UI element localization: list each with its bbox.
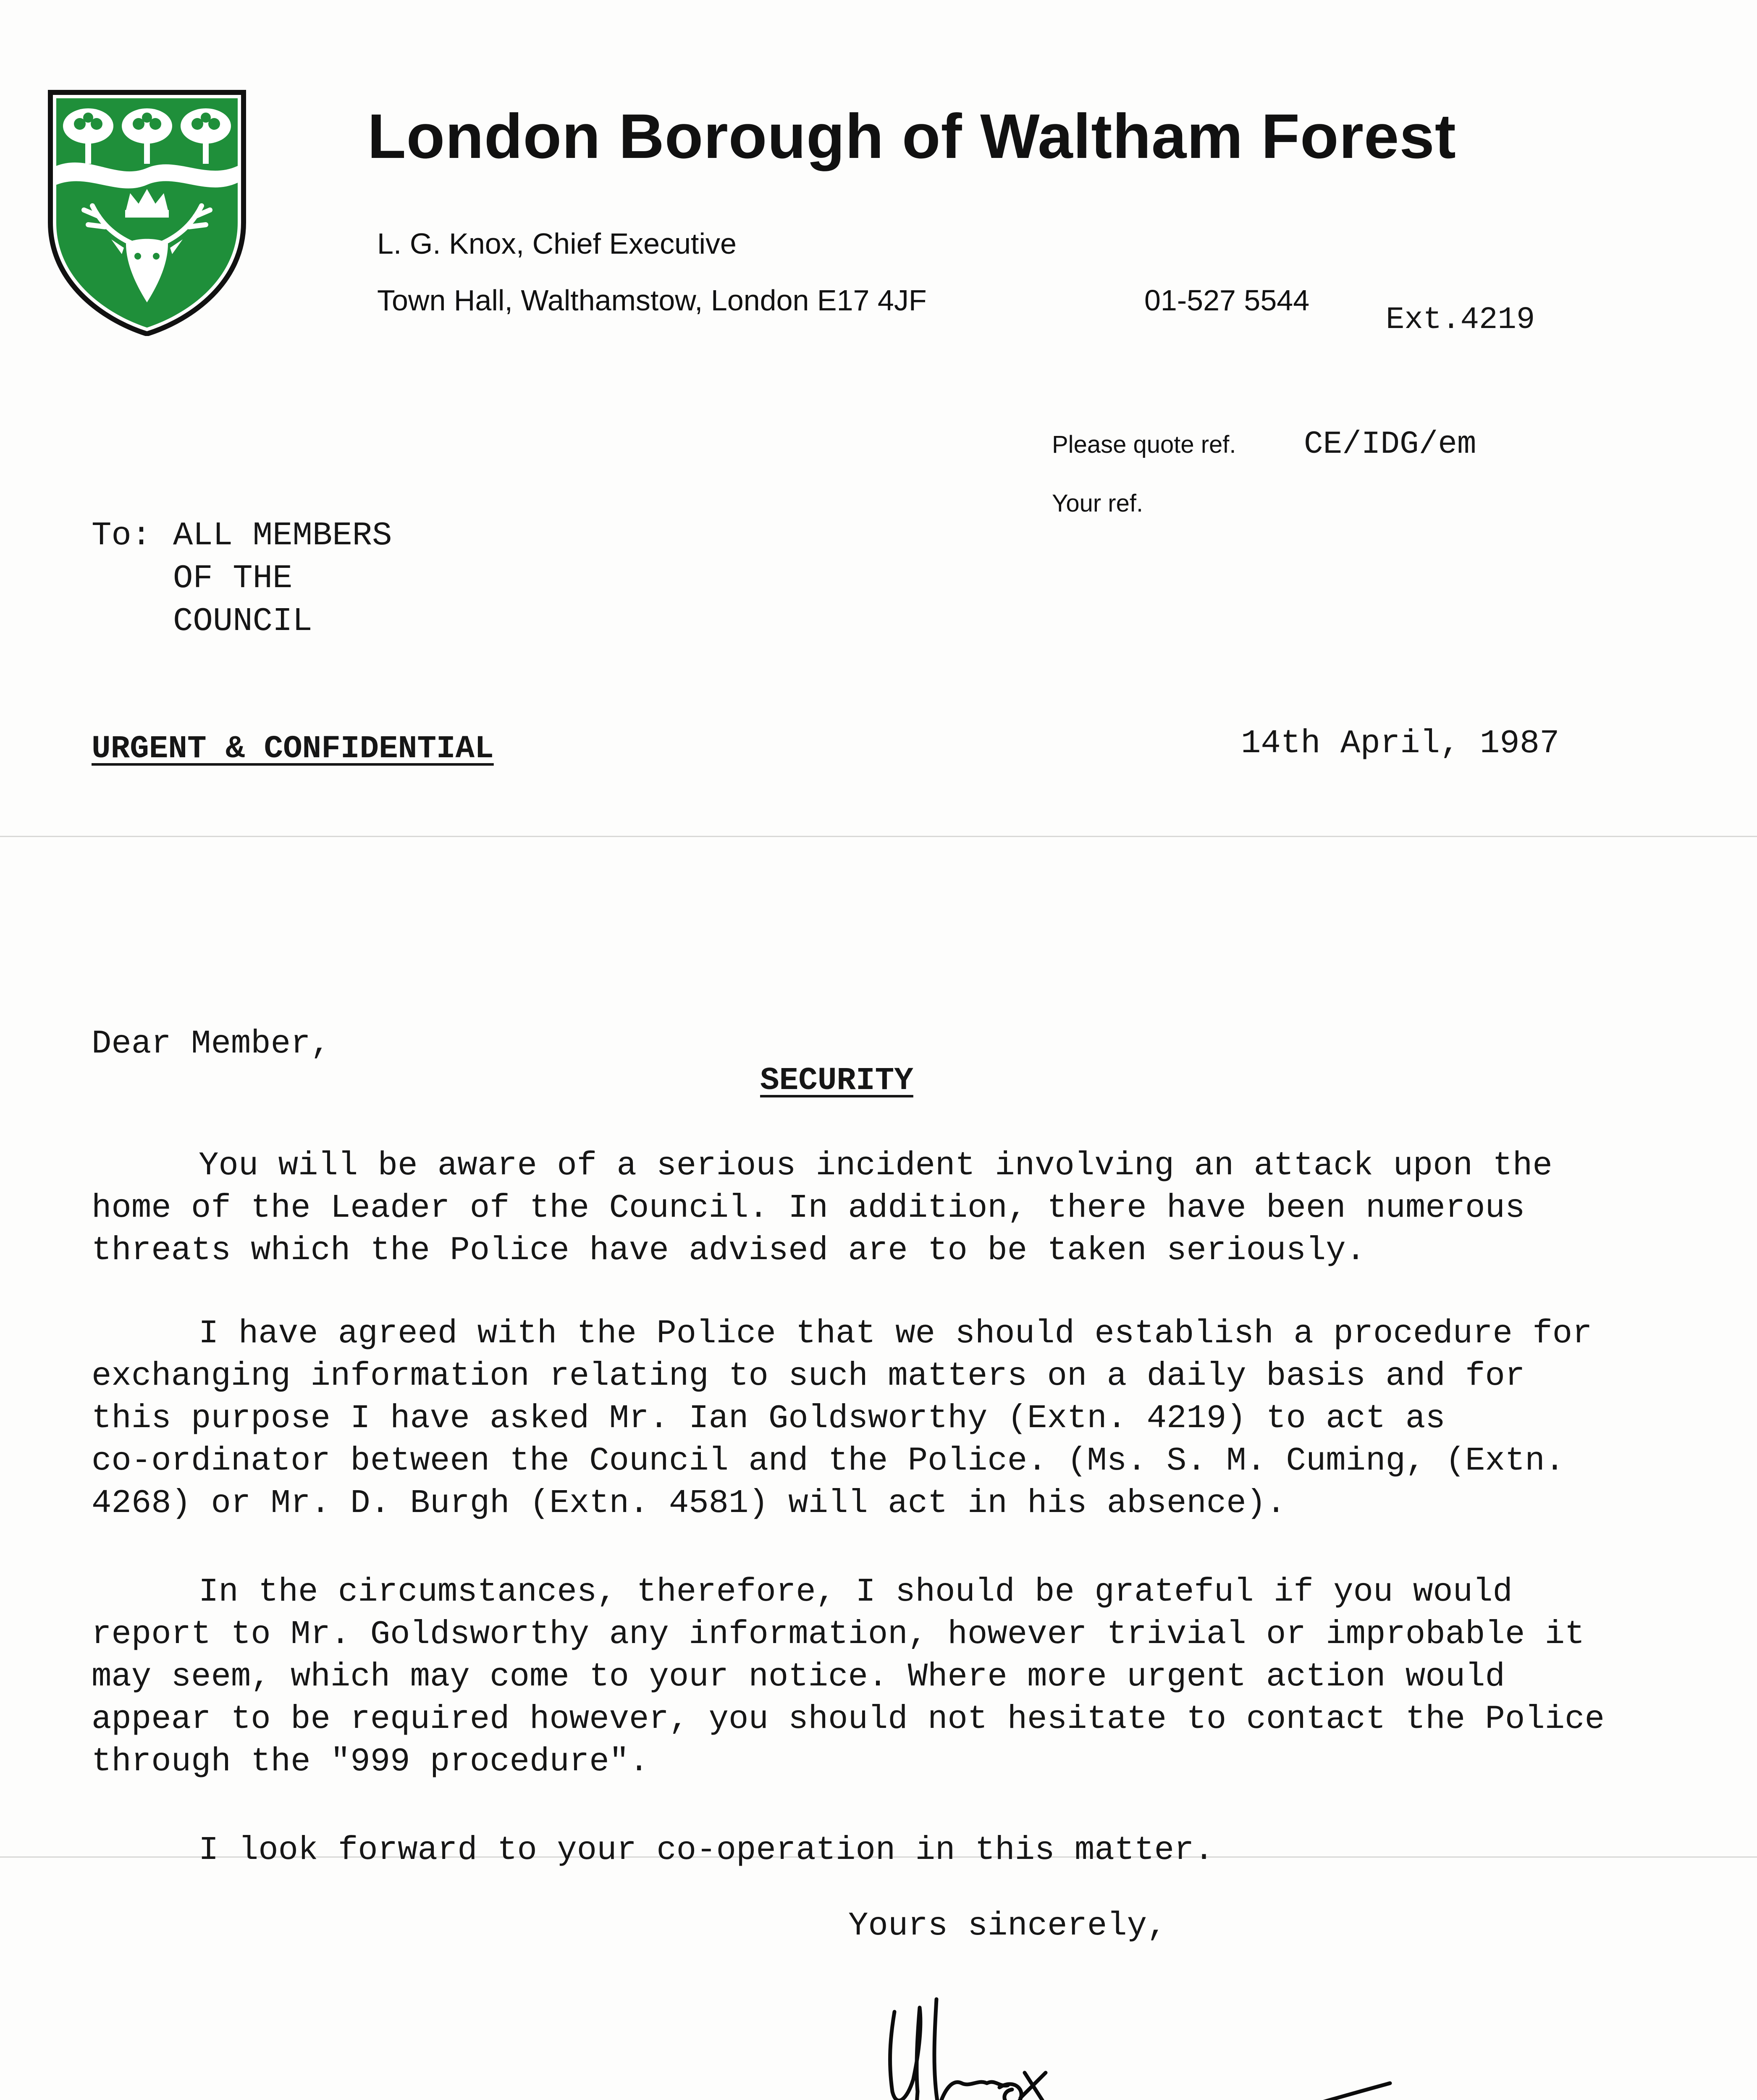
body-line: exchanging information relating to such matters on a daily basis and for (92, 1357, 1525, 1395)
your-ref-label: Your ref. (1052, 490, 1143, 517)
body-line: home of the Leader of the Council. In addition, there have been numerous (92, 1189, 1525, 1227)
subject-heading: SECURITY (760, 1063, 913, 1099)
quote-ref-label: Please quote ref. (1052, 431, 1236, 458)
body-line: co-ordinator between the Council and the Police. (Ms. S. M. Cuming, (Extn. (92, 1442, 1565, 1480)
classification-heading: URGENT & CONFIDENTIAL (92, 731, 494, 767)
handwritten-signature (819, 1982, 1407, 2100)
body-line: In the circumstances, therefore, I should be grateful if you would (199, 1573, 1513, 1611)
body-paragraph (92, 1312, 1700, 1525)
body-paragraph (92, 1829, 1700, 1872)
body-line: may seem, which may come to your notice. Where more urgent action would (92, 1658, 1505, 1696)
quote-ref-value: CE/IDG/em (1304, 426, 1476, 462)
body-line: 4268) or Mr. D. Burgh (Extn. 4581) will act in his absence). (92, 1484, 1286, 1522)
phone-number: 01-527 5544 (1144, 284, 1310, 317)
body-line: through the "999 procedure". (92, 1743, 649, 1780)
closing: Yours sincerely, (848, 1907, 1167, 1945)
borough-crest-icon (42, 84, 252, 336)
body-line: I have agreed with the Police that we should establish a procedure for (199, 1315, 1592, 1352)
organisation-name: London Borough of Waltham Forest (367, 101, 1456, 171)
recipient-line: OF THE (173, 559, 293, 597)
salutation: Dear Member, (92, 1025, 330, 1063)
body-line: I look forward to your co-operation in this matter. (199, 1831, 1214, 1869)
recipient-line: ALL MEMBERS (173, 517, 392, 554)
paper-fold-line (0, 836, 1757, 837)
body-paragraph (92, 1144, 1700, 1272)
recipient-line: COUNCIL (173, 602, 312, 640)
body-line: appear to be required however, you should not hesitate to contact the Police (92, 1700, 1605, 1738)
extension-number: Ext.4219 (1386, 302, 1535, 338)
body-line: threats which the Police have advised are to be taken seriously. (92, 1231, 1366, 1269)
body-line: report to Mr. Goldsworthy any information, however trivial or improbable it (92, 1615, 1585, 1653)
chief-executive-line: L. G. Knox, Chief Executive (377, 227, 737, 260)
body-line: You will be aware of a serious incident involving an attack upon the (199, 1147, 1552, 1184)
body-line: this purpose I have asked Mr. Ian Goldsworthy (Extn. 4219) to act as (92, 1399, 1445, 1437)
recipient-label: To: (92, 517, 152, 554)
letter-date: 14th April, 1987 (1241, 724, 1560, 762)
body-paragraph (92, 1571, 1700, 1783)
address-line: Town Hall, Walthamstow, London E17 4JF (377, 284, 927, 317)
